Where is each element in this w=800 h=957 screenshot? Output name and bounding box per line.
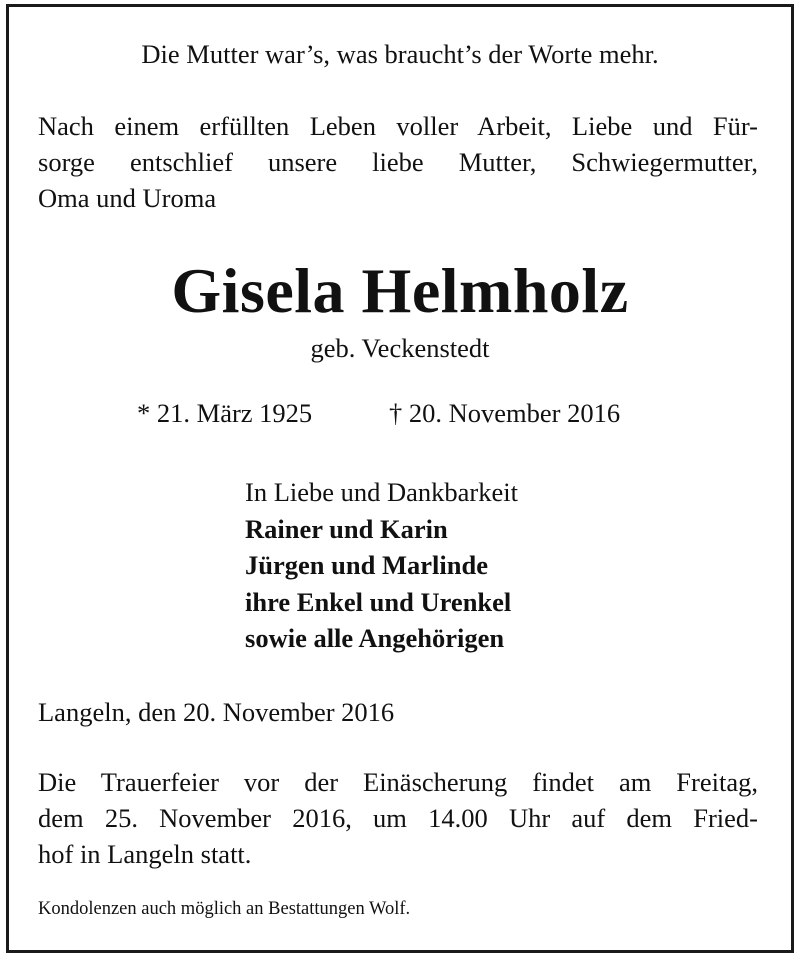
dedication: In Liebe und Dankbarkeit <box>245 477 518 507</box>
service-line: Die Trauerfeier vor der Einäscherung findet am Freitag, <box>38 767 758 797</box>
service-line: hof in Langeln statt. <box>38 839 252 869</box>
intro-line: sorge entschlief unsere liebe Mutter, Schwiegermutter, <box>38 147 758 177</box>
mourner-name: Jürgen und Marlinde <box>245 550 488 580</box>
service-line: dem 25. November 2016, um 14.00 Uhr auf dem Fried- <box>38 803 758 833</box>
service-paragraph <box>38 764 758 872</box>
intro-line: Oma und Uroma <box>38 183 217 213</box>
place-date: Langeln, den 20. November 2016 <box>38 697 395 727</box>
intro-line: Nach einem erfüllten Leben voller Arbeit, Liebe und Für- <box>38 111 758 141</box>
intro-paragraph <box>38 108 758 216</box>
condolences-note: Kondolenzen auch möglich an Bestattungen Wolf. <box>38 899 411 919</box>
mourner-name: ihre Enkel und Urenkel <box>245 586 512 617</box>
death-date: † 20. November 2016 <box>389 398 621 428</box>
birth-date: * 21. März 1925 <box>137 398 313 428</box>
birth-name: geb. Veckenstedt <box>310 333 490 363</box>
mourners-block <box>245 474 518 657</box>
deceased-name: Gisela Helmholz <box>171 255 629 326</box>
obituary-notice <box>6 4 794 953</box>
mourner-name: Rainer und Karin <box>245 513 448 544</box>
motto: Die Mutter war’s, was braucht’s der Worte mehr. <box>141 39 659 69</box>
mourner-name: sowie alle Angehörigen <box>245 623 505 653</box>
